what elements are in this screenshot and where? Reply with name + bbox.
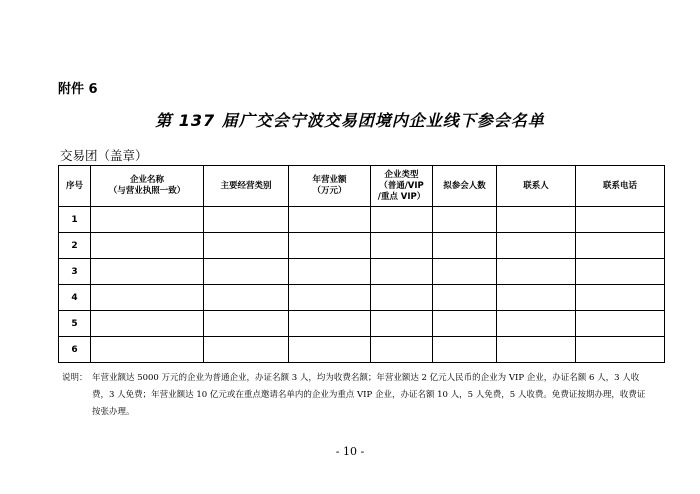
- cell-company-type: [371, 207, 433, 233]
- cell-business-category: [204, 259, 289, 285]
- cell-company-type: [371, 337, 433, 363]
- cell-business-category: [204, 337, 289, 363]
- cell-annual-revenue: [289, 285, 371, 311]
- header-contact-phone: 联系电话: [576, 166, 665, 207]
- header-company-name: 企业名称 （与营业执照一致）: [91, 166, 204, 207]
- cell-contact-person: [497, 285, 576, 311]
- cell-business-category: [204, 311, 289, 337]
- cell-annual-revenue: [289, 311, 371, 337]
- registration-table: [58, 165, 665, 363]
- cell-company-name: [91, 233, 204, 259]
- cell-company-type: [371, 259, 433, 285]
- header-index: 序号: [59, 166, 91, 207]
- header-business-category: 主要经营类别: [204, 166, 289, 207]
- cell-contact-phone: [576, 233, 665, 259]
- table-row: [59, 207, 665, 233]
- cell-company-type: [371, 233, 433, 259]
- cell-contact-phone: [576, 285, 665, 311]
- cell-contact-person: [497, 259, 576, 285]
- cell-contact-phone: [576, 259, 665, 285]
- cell-attendee-count: [433, 259, 497, 285]
- cell-business-category: [204, 207, 289, 233]
- cell-contact-phone: [576, 207, 665, 233]
- cell-contact-person: [497, 207, 576, 233]
- row-index: 5: [59, 311, 91, 337]
- cell-annual-revenue: [289, 259, 371, 285]
- cell-contact-person: [497, 311, 576, 337]
- cell-annual-revenue: [289, 233, 371, 259]
- table-row: [59, 233, 665, 259]
- cell-company-type: [371, 311, 433, 337]
- row-index: 2: [59, 233, 91, 259]
- cell-company-name: [91, 337, 204, 363]
- cell-annual-revenue: [289, 207, 371, 233]
- cell-contact-phone: [576, 337, 665, 363]
- cell-attendee-count: [433, 207, 497, 233]
- cell-contact-person: [497, 337, 576, 363]
- cell-business-category: [204, 285, 289, 311]
- page-number: - 10 -: [335, 445, 365, 458]
- cell-company-name: [91, 207, 204, 233]
- cell-company-name: [91, 311, 204, 337]
- row-index: 3: [59, 259, 91, 285]
- cell-company-name: [91, 259, 204, 285]
- cell-annual-revenue: [289, 337, 371, 363]
- trade-group-label: 交易团（盖章）: [60, 148, 148, 163]
- header-attendee-count: 拟参会人数: [433, 166, 497, 207]
- table-row: [59, 259, 665, 285]
- table-row: [59, 337, 665, 363]
- document-title: 第 137 届广交会宁波交易团境内企业线下参会名单: [155, 111, 545, 130]
- cell-attendee-count: [433, 311, 497, 337]
- table-row: [59, 285, 665, 311]
- table-header-row: [59, 166, 665, 207]
- note-label: 说明：: [62, 373, 88, 383]
- cell-company-type: [371, 285, 433, 311]
- note-text: 年营业额达 5000 万元的企业为普通企业，办证名额 3 人，均为收费名额；年营业额达 2 亿元人民币的企业为 VIP 企业，办证名额 6 人，3 人收费，3 人免费；年营业额达 10 亿元或在重点邀请名单内的企业为重点 VIP 企业，办证名额 10 人，5 人免费，5 人收费。免费证按期办理，收费证按张办理。: [92, 373, 646, 417]
- table-row: [59, 311, 665, 337]
- header-company-type: 企业类型 （普通/VIP /重点 VIP）: [371, 166, 433, 207]
- row-index: 6: [59, 337, 91, 363]
- cell-contact-phone: [576, 311, 665, 337]
- cell-contact-person: [497, 233, 576, 259]
- explanatory-note: [62, 370, 647, 421]
- row-index: 4: [59, 285, 91, 311]
- cell-attendee-count: [433, 233, 497, 259]
- cell-business-category: [204, 233, 289, 259]
- cell-attendee-count: [433, 337, 497, 363]
- cell-attendee-count: [433, 285, 497, 311]
- row-index: 1: [59, 207, 91, 233]
- attachment-label: 附件 6: [58, 82, 98, 97]
- header-contact-person: 联系人: [497, 166, 576, 207]
- cell-company-name: [91, 285, 204, 311]
- header-annual-revenue: 年营业额 （万元）: [289, 166, 371, 207]
